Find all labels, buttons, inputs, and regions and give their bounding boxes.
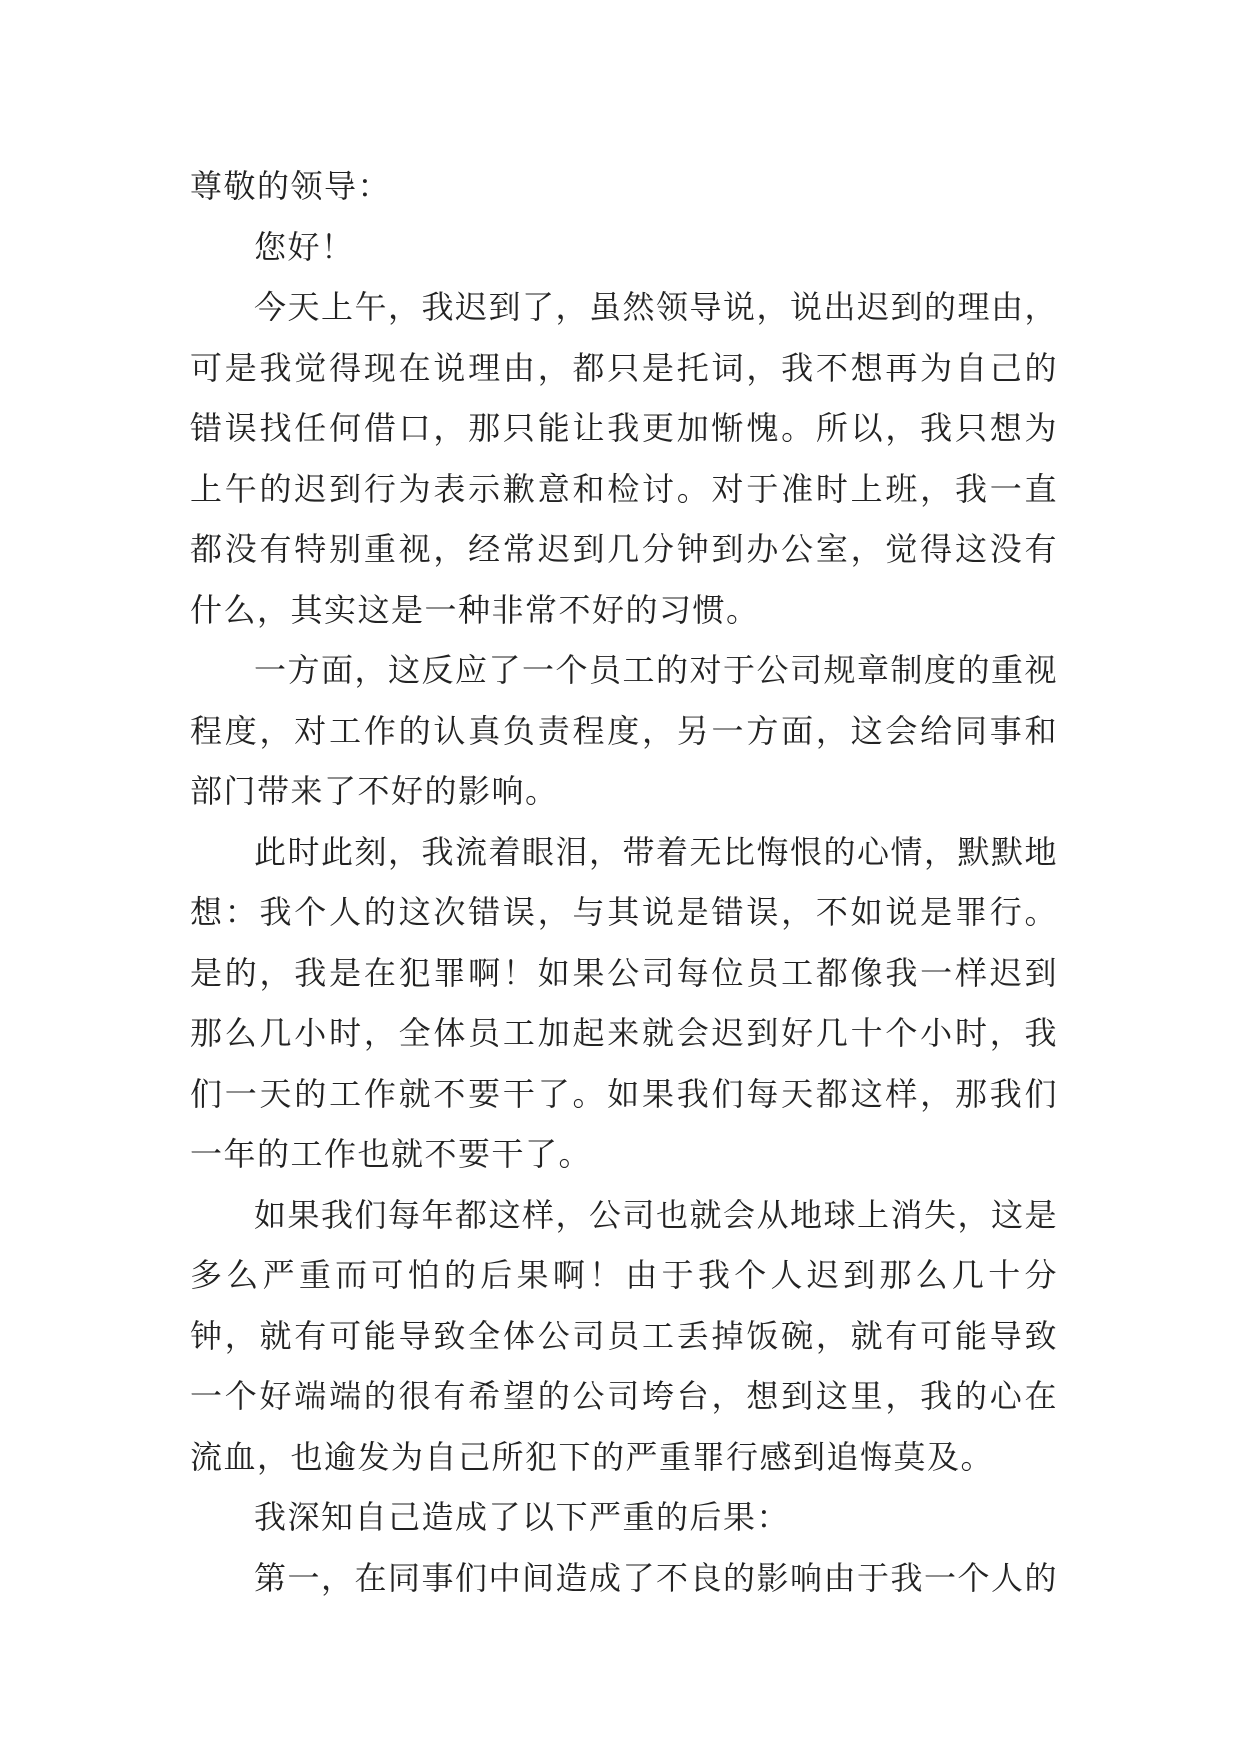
salutation: 尊敬的领导： — [190, 167, 392, 205]
paragraph-greeting: 您好！ — [254, 227, 355, 266]
paragraph-impact: 一方面，这反应了一个员工的对于公司规章制度的重视程度，对工作的认真负责程度，另一方面，这会给同事和部门带来了不好的影响。 — [190, 651, 1059, 810]
letter-body — [190, 156, 1058, 1608]
paragraph-awareness: 我深知自己造成了以下严重的后果： — [254, 1498, 791, 1536]
paragraph-lateness: 今天上午，我迟到了，虽然领导说，说出迟到的理由，可是我觉得现在说理由，都只是托词，我不想再为自己的错误找任何借口，那只能让我更加惭愧。所以，我只想为上午的迟到行为表示歉意和检讨。对于准时上班，我一直都没有特别重视，经常迟到几分钟到办公室，觉得这没有什么，其实这是一种非常不好的习惯。 — [190, 288, 1059, 629]
paragraph-consequence: 如果我们每年都这样，公司也就会从地球上消失，这是多么严重而可怕的后果啊！由于我个人迟到那么几十分钟，就有可能导致全体公司员工丢掉饭碗，就有可能导致一个好端端的很有希望的公司垮台，想到这里，我的心在流血，也逾发为自己所犯下的严重罪行感到追悔莫及。 — [190, 1195, 1059, 1476]
paragraph-first-point: 第一，在同事们中间造成了不良的影响由于我一个人的 — [254, 1558, 1059, 1597]
paragraph-reflection: 此时此刻，我流着眼泪，带着无比悔恨的心情，默默地想：我个人的这次错误，与其说是错误，不如说是罪行。是的，我是在犯罪啊！如果公司每位员工都像我一样迟到那么几小时，全体员工加起来就会迟到好几十个小时，我们一天的工作就不要干了。如果我们每天都这样，那我们一年的工作也就不要干了。 — [190, 832, 1059, 1173]
